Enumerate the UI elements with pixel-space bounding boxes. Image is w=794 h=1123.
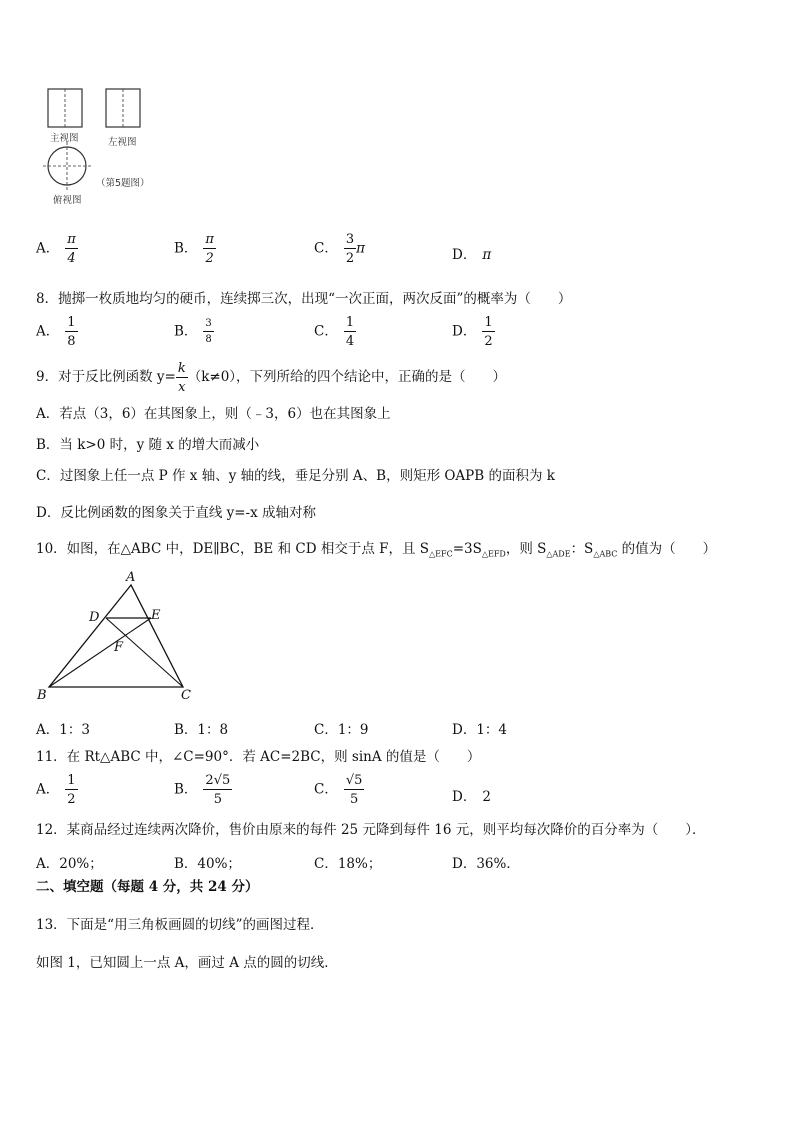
q11-option-d[interactable] [452, 785, 491, 805]
triangle-drawing [30, 568, 200, 708]
subscript: △ADE [546, 549, 571, 559]
q7-option-c[interactable] [314, 233, 365, 265]
denominator: x [178, 379, 186, 395]
numerator: √5 [345, 773, 363, 788]
numerator: π [205, 232, 214, 247]
q10-option-a[interactable]: A．1：3 [36, 722, 90, 738]
q9-option-b[interactable]: B．当 k>0 时，y 随 x 的增大而减小 [36, 437, 260, 453]
q8-stem: 8．抛掷一枚质地均匀的硬币，连续掷三次，出现“一次正面，两次反面”的概率为（ ） [36, 291, 572, 307]
q9-stem [36, 360, 506, 394]
q10-stem-part: =3S [452, 541, 482, 557]
q9-stem-suffix: （k≠0），下列所给的四个结论中，正确的是（ ） [187, 369, 507, 385]
numerator: 1 [67, 773, 76, 788]
q8-option-a[interactable] [36, 316, 78, 348]
q12-stem: 12．某商品经过连续两次降价，售价由原来的每件 25 元降到每件 16 元，则平均每次降价的百分率为（ ）． [36, 822, 706, 838]
option-letter: B． [174, 240, 198, 257]
denominator: 4 [67, 251, 76, 266]
figure-caption: （第5题图） [96, 178, 150, 189]
q12-option-c[interactable]: C．18%； [314, 856, 382, 872]
denominator: 2 [67, 792, 76, 807]
option-text: π [482, 247, 492, 263]
numerator: π [67, 232, 76, 247]
front-view-label: 主视图 [50, 133, 79, 144]
three-view-figure [40, 84, 180, 206]
q10-option-b[interactable]: B．1：8 [174, 722, 229, 738]
q11-option-a[interactable] [36, 774, 78, 806]
q12-option-b[interactable]: B．40%； [174, 856, 241, 872]
numerator: 3 [345, 232, 355, 247]
point-e-label: E [151, 608, 161, 623]
q12-option-d[interactable]: D．36%． [452, 856, 520, 872]
subscript: △EFC [429, 549, 453, 559]
denominator: 8 [67, 334, 76, 349]
top-view-label: 俯视图 [53, 195, 82, 206]
option-letter: D． [452, 789, 477, 805]
denominator: 5 [213, 792, 222, 807]
q13-line2: 如图 1，已知圆上一点 A，画过 A 点的圆的切线． [36, 955, 338, 971]
triangle-figure [30, 568, 200, 708]
numerator: k [177, 360, 186, 376]
denominator: 2 [205, 251, 214, 266]
point-f-label: F [114, 640, 124, 655]
option-letter: B． [174, 781, 198, 798]
q11-stem: 11．在 Rt△ABC 中，∠C=90°．若 AC=2BC，则 sinA 的值是（ ） [36, 749, 481, 765]
q8-option-c[interactable] [314, 316, 356, 348]
option-letter: C． [314, 240, 338, 257]
option-text: 2 [482, 789, 491, 805]
point-c-label: C [181, 688, 191, 703]
numerator: 1 [484, 315, 493, 330]
option-letter: C． [314, 323, 338, 340]
option-suffix: π [356, 240, 365, 257]
option-letter: D． [452, 323, 477, 340]
q9-option-d[interactable]: D．反比例函数的图象关于直线 y=-x 成轴对称 [36, 505, 317, 521]
q9-stem-prefix: 9．对于反比例函数 y= [36, 369, 176, 385]
q11-option-c[interactable] [314, 774, 364, 806]
q11-option-b[interactable] [174, 774, 232, 806]
subscript: △EFD [481, 549, 506, 559]
option-letter: D． [452, 247, 477, 263]
option-letter: A． [36, 240, 60, 257]
section-heading: 二、填空题（每题 4 分，共 24 分） [36, 879, 259, 895]
point-a-label: A [126, 570, 136, 585]
numerator: 1 [67, 315, 76, 330]
denominator: 5 [349, 792, 359, 807]
q10-option-d[interactable]: D．1：4 [452, 722, 508, 738]
q10-stem-suffix: 的值为（ ） [617, 541, 717, 557]
numerator: 1 [345, 315, 355, 330]
option-letter: A． [36, 323, 60, 340]
point-b-label: B [37, 688, 47, 703]
q7-option-d[interactable] [452, 243, 491, 263]
subscript: △ABC [593, 549, 618, 559]
q10-stem [36, 540, 716, 564]
numerator: 3 [203, 319, 213, 332]
q9-option-c[interactable]: C．过图象上任一点 P 作 x 轴、y 轴的线，垂足分别 A、B，则矩形 OAPB 的面积为 k [36, 468, 555, 484]
q9-option-a[interactable]: A．若点（3，6）在其图象上，则（﹣3，6）也在其图象上 [36, 406, 391, 422]
point-d-label: D [89, 610, 100, 625]
q10-option-c[interactable]: C．1：9 [314, 722, 369, 738]
option-letter: A． [36, 781, 60, 798]
denominator: 4 [345, 334, 355, 349]
q10-stem-part: ：S [570, 541, 594, 557]
q7-option-b[interactable] [174, 233, 216, 265]
numerator: 2√5 [205, 773, 231, 788]
denominator: 2 [484, 334, 493, 349]
left-view-label: 左视图 [108, 137, 137, 148]
denominator: 8 [205, 334, 212, 345]
option-letter: B． [174, 323, 198, 340]
denominator: 2 [345, 251, 355, 266]
q7-option-a[interactable] [36, 233, 78, 265]
q8-option-d[interactable] [452, 316, 495, 348]
option-letter: C． [314, 781, 338, 798]
q8-option-b[interactable] [174, 319, 214, 345]
q12-option-a[interactable]: A．20%； [36, 856, 103, 872]
q10-stem-part: ，则 S [505, 541, 547, 557]
q13-stem: 13．下面是“用三角板画圆的切线”的画图过程． [36, 917, 324, 933]
q10-stem-prefix: 10．如图，在△ABC 中，DE∥BC，BE 和 CD 相交于点 F，且 S [36, 541, 430, 557]
